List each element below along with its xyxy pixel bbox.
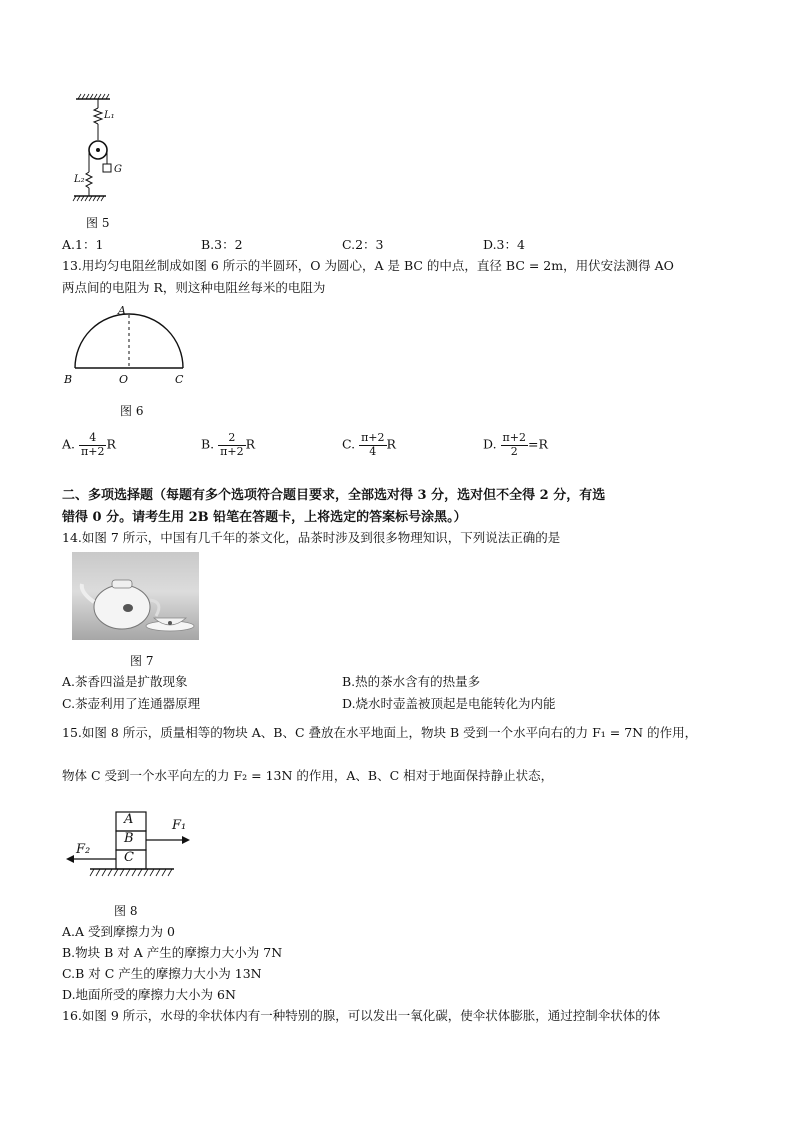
section2-heading-line1: 二、多项选择题（每题有多个选项符合题目要求，全部选对得 3 分，选对但不全得 2 分，有选: [62, 488, 606, 503]
q14-option-d[interactable]: D.烧水时壶盖被顶起是电能转化为内能: [342, 696, 556, 711]
fig8-label-f1: F₁: [172, 818, 187, 833]
fig8-label-b: B: [124, 831, 134, 846]
q15-stem-line1: 15.如图 8 所示，质量相等的物块 A、B、C 叠放在水平地面上，物块 B 受到一个水平向右的力 F₁ = 7N 的作用，: [62, 725, 698, 740]
figure-8-caption: 图 8: [114, 904, 138, 918]
q14-stem: 14.如图 7 所示，中国有几千年的茶文化，品茶时涉及到很多物理知识，下列说法正确的是: [62, 530, 561, 545]
fig6-label-b: B: [64, 373, 73, 386]
q13-option-b-fraction: $\frac{2}{\pi+2}$: [220, 431, 244, 458]
q13-option-c[interactable]: C. $\frac{\pi+2}{4}$ R: [342, 431, 396, 458]
figure-6-caption: 图 6: [120, 404, 144, 418]
q13-stem-line1: 13.用均匀电阻丝制成如图 6 所示的半圆环，O 为圆心，A 是 BC 的中点，直径 BC = 2m，用伏安法测得 AO: [62, 258, 674, 273]
q16-stem: 16.如图 9 所示，水母的伞状体内有一种特别的腺，可以发出一氧化碳，使伞状体膨胀，通过控制伞状体的体: [62, 1008, 661, 1023]
q12-option-c[interactable]: C.2：3: [342, 237, 384, 252]
q13-option-a[interactable]: A. $\frac{4}{\pi+2}$ R: [62, 431, 116, 458]
q13-option-d-fraction: $\frac{\pi+2}{2}$: [502, 431, 526, 458]
label-l1: L₁: [104, 110, 115, 121]
fig6-label-a: A: [118, 304, 126, 317]
q13-option-d[interactable]: D. $\frac{\pi+2}{2}$ =R: [483, 431, 548, 458]
section2-heading-line2: 错得 0 分。请考生用 2B 铅笔在答题卡，上将选定的答案标号涂黑。）: [62, 510, 467, 525]
q13-option-a-fraction: $\frac{4}{\pi+2}$: [81, 431, 105, 458]
q14-option-b[interactable]: B.热的茶水含有的热量多: [342, 674, 481, 689]
figure-5-caption: 图 5: [86, 216, 110, 230]
label-g: G: [114, 164, 122, 175]
q12-option-a[interactable]: A.1：1: [62, 237, 104, 252]
fig6-label-o: O: [119, 373, 129, 386]
fig8-label-f2: F₂: [76, 842, 91, 857]
figure-7-teapot-photo: [72, 552, 199, 640]
figure-5-diagram: [70, 92, 140, 202]
q12-option-b[interactable]: B.3：2: [201, 237, 243, 252]
fig6-label-c: C: [175, 373, 184, 386]
q15-option-a[interactable]: A.A 受到摩擦力为 0: [62, 924, 175, 939]
q12-option-d[interactable]: D.3：4: [483, 237, 525, 252]
q14-option-c[interactable]: C.茶壶利用了连通器原理: [62, 696, 201, 711]
q15-option-d[interactable]: D.地面所受的摩擦力大小为 6N: [62, 987, 236, 1002]
q15-option-b[interactable]: B.物块 B 对 A 产生的摩擦力大小为 7N: [62, 945, 283, 960]
q15-stem-line2: 物体 C 受到一个水平向左的力 F₂ = 13N 的作用，A、B、C 相对于地面保持静止状态，: [62, 768, 554, 783]
q15-option-c[interactable]: C.B 对 C 产生的摩擦力大小为 13N: [62, 966, 262, 981]
figure-7-caption: 图 7: [130, 654, 154, 668]
q13-stem-line2: 两点间的电阻为 R，则这种电阻丝每米的电阻为: [62, 280, 326, 295]
q13-option-c-fraction: $\frac{\pi+2}{4}$: [361, 431, 385, 458]
q14-option-a[interactable]: A.茶香四溢是扩散现象: [62, 674, 188, 689]
label-l2: L₂: [74, 174, 85, 185]
q13-option-b[interactable]: B. $\frac{2}{\pi+2}$ R: [201, 431, 256, 458]
fig8-label-a: A: [124, 812, 134, 827]
fig8-label-c: C: [124, 850, 134, 865]
